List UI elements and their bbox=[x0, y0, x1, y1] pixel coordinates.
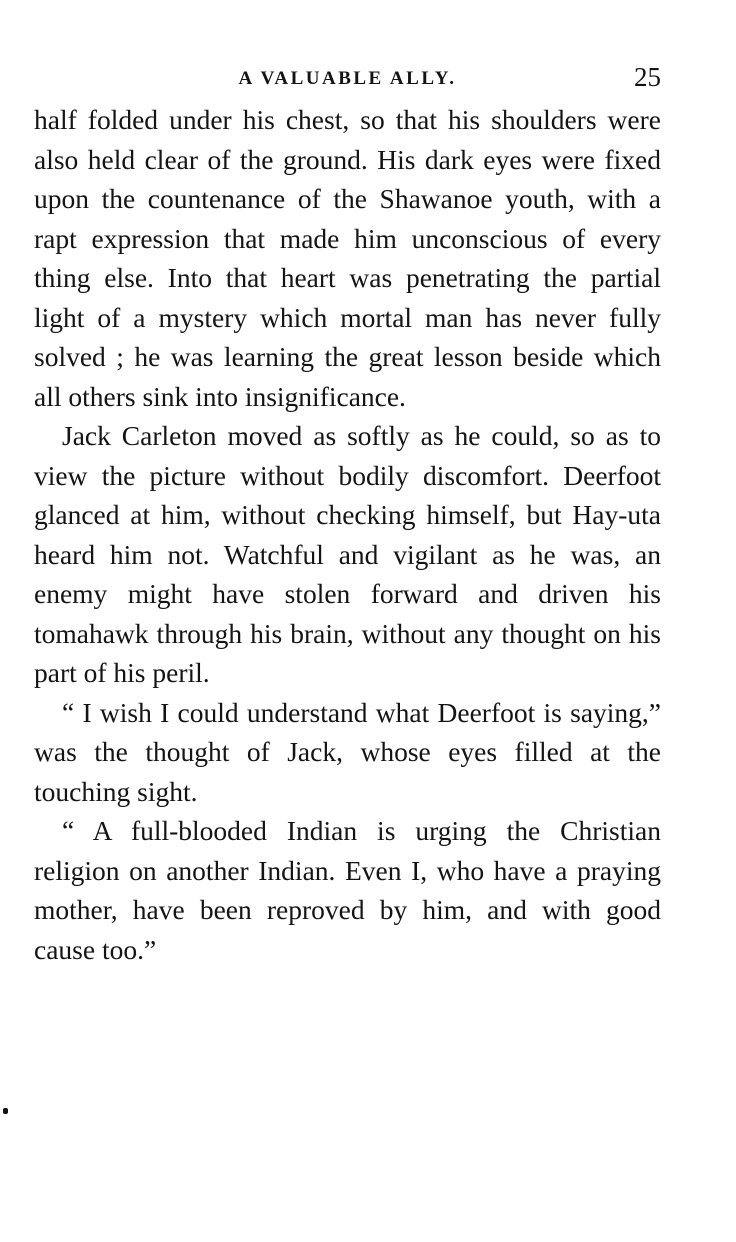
body-text bbox=[34, 100, 661, 969]
paragraph-4: “ A full-blooded Indian is urging the Christian religion on another Indian. Even I, who have a praying mother, have been reproved by him, and with good cause too.” bbox=[34, 815, 661, 965]
paragraph-2: Jack Carleton moved as softly as he could, so as to view the picture without bodily discomfort. Deerfoot glanced at him, without checking himself, but Hay-uta heard him not. Watchful and vigilant as he was, an enemy might have stolen forward and driven his tomahawk through his brain, without any thought on his part of his peril. bbox=[34, 420, 661, 688]
paragraph-3: “ I wish I could understand what Deerfoot is saying,” was the thought of Jack, whose eyes filled at the touching sight. bbox=[34, 696, 661, 807]
paragraph-1: half folded under his chest, so that his shoulders were also held clear of the ground. His dark eyes were fixed upon the countenance of the Shawanoe youth, with a rapt expression that made him unconscious of every thing else. Into that heart was penetrating the partial light of a mystery which mortal man has never fully solved ; he was learning the great lesson beside which all others sink into insignificance. bbox=[34, 104, 661, 412]
page-number: 25 bbox=[634, 62, 661, 92]
book-page bbox=[34, 60, 661, 969]
running-title: A VALUABLE ALLY. bbox=[238, 68, 457, 89]
ink-speck bbox=[3, 1108, 8, 1114]
running-head bbox=[34, 60, 661, 100]
